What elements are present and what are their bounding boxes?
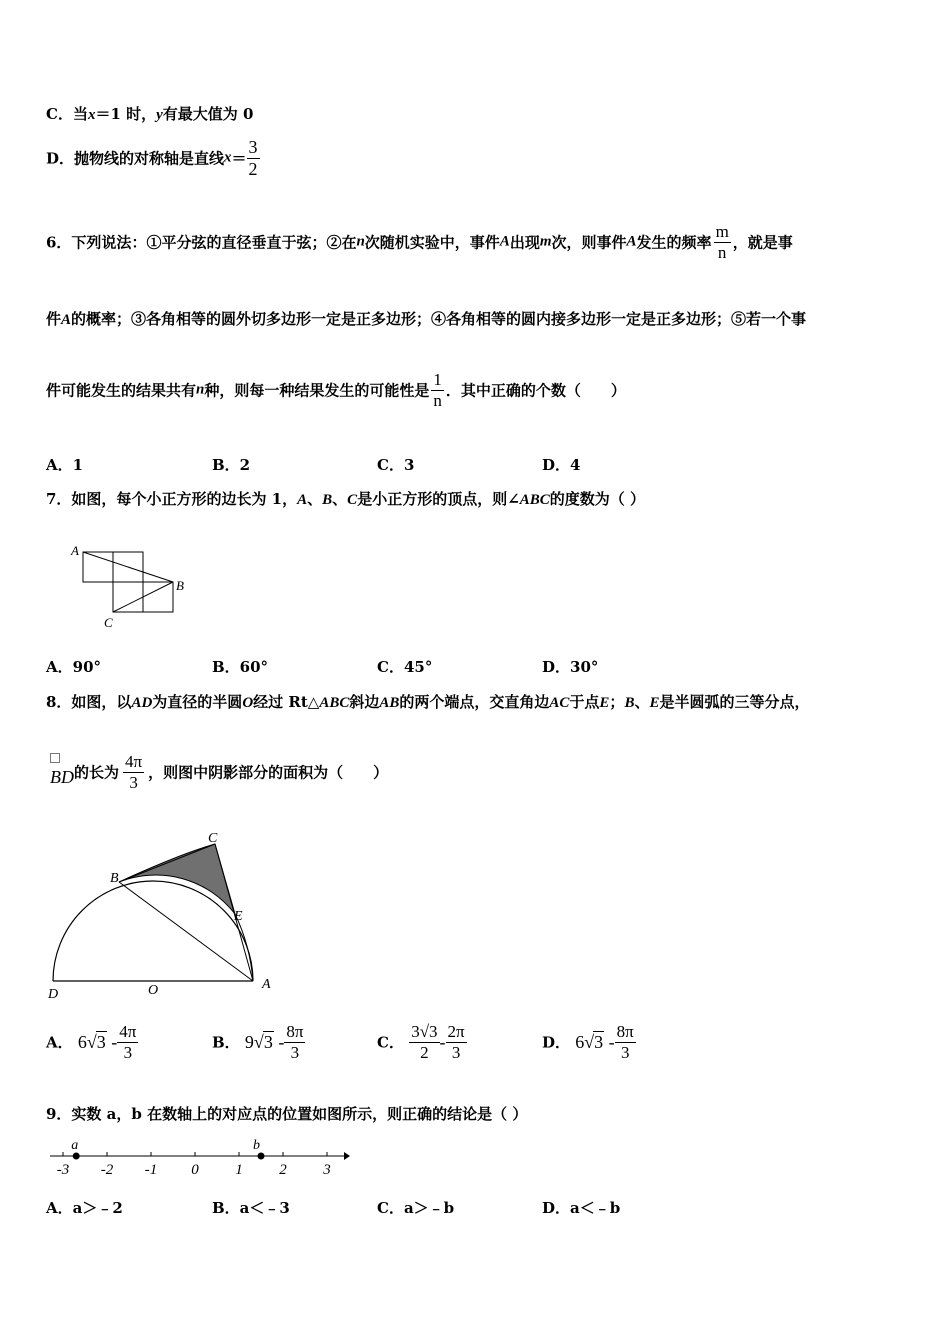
frac-den: 3 — [290, 1042, 300, 1062]
fraction — [409, 1022, 439, 1062]
q8-option-b[interactable] — [212, 1022, 305, 1062]
minus: - — [273, 1032, 285, 1053]
var-O: O — [242, 695, 254, 711]
q8-text: 的长为 — [74, 763, 120, 782]
point-a — [73, 1153, 80, 1160]
q7-text: 、 — [307, 490, 323, 508]
option-label: A． — [46, 1033, 73, 1052]
fraction-one-over-n — [431, 370, 444, 410]
tick-label: -3 — [56, 1162, 70, 1178]
var-x: x — [224, 149, 232, 166]
minus: - — [604, 1032, 615, 1053]
var-A: A — [626, 233, 637, 250]
q5-c-eq: ＝1 时， — [95, 105, 157, 123]
q6-text: 发生的频率 — [636, 233, 712, 252]
var-y: y — [156, 107, 163, 123]
q8-text: 经过 Rt△ — [253, 693, 320, 711]
q8-option-d[interactable] — [542, 1022, 636, 1062]
label-A: A — [71, 543, 79, 558]
var-E: E — [649, 695, 660, 711]
seg-AC: AC — [549, 695, 570, 711]
q5-option-d — [46, 137, 260, 179]
label-B: B — [110, 871, 119, 886]
var-E: E — [599, 695, 610, 711]
q6-text: 种，则每一种结果发生的可能性是 — [204, 381, 430, 400]
var-n: n — [356, 233, 365, 250]
option-label: D． — [542, 1033, 571, 1052]
q7-option-c[interactable]: C．45° — [377, 658, 433, 676]
q7-text: 、 — [332, 490, 348, 508]
radicand: 3 — [263, 1032, 273, 1053]
frac-num: 3√3 — [411, 1022, 438, 1041]
q6-text: 6．下列说法：①平分弦的直径垂直于弦；②在 — [46, 233, 357, 252]
q8-line-2 — [50, 752, 388, 792]
q7-option-a[interactable]: A．90° — [46, 658, 102, 676]
var-B: B — [322, 492, 333, 508]
fraction-three-halves — [247, 137, 260, 179]
q9-option-a[interactable]: A．a＞﹣2 — [46, 1199, 123, 1217]
frac-num: 4π — [119, 1022, 137, 1041]
option-label: C． — [377, 1033, 404, 1052]
label-O: O — [148, 983, 159, 998]
frac-num: m — [715, 222, 729, 241]
tick-label: 3 — [323, 1162, 331, 1178]
frac-den: 2 — [420, 1042, 429, 1062]
grid-square — [143, 582, 173, 612]
q9-option-d[interactable]: D．a＜﹣b — [542, 1199, 621, 1217]
axis-arrow-icon — [344, 1152, 350, 1160]
expr-d: 6√3 - — [575, 1032, 615, 1053]
segment-AB — [83, 552, 173, 582]
q8-text: 是半圆弧的三等分点， — [659, 693, 810, 711]
var-A: A — [499, 233, 510, 250]
fraction-m-over-n — [714, 222, 731, 262]
label-A: A — [262, 977, 271, 992]
tick-label: 2 — [279, 1162, 287, 1178]
tick-label: -2 — [100, 1162, 114, 1178]
fraction — [284, 1022, 305, 1062]
expr-a: 6√3 - — [77, 1032, 118, 1053]
q8-text: 8．如图，以 — [46, 693, 132, 711]
var-m: m — [539, 233, 552, 250]
q9-stem: 9．实数 a，b 在数轴上的对应点的位置如图所示，则正确的结论是（ ） — [46, 1105, 528, 1123]
coef: 6 — [77, 1032, 87, 1053]
grid-square — [113, 582, 143, 612]
frac-den: 3 — [123, 1042, 133, 1062]
q6-line-3 — [46, 370, 626, 410]
var-A: A — [297, 492, 308, 508]
fraction — [446, 1022, 467, 1062]
q8-text: 、 — [634, 693, 650, 711]
q6-option-a[interactable]: A．1 — [46, 456, 84, 474]
coef: 6 — [575, 1032, 585, 1053]
coef: 9 — [244, 1032, 254, 1053]
q8-option-a[interactable] — [46, 1022, 138, 1062]
frac-num: 8π — [616, 1022, 634, 1041]
q7-text: 7．如图，每个小正方形的边长为 1， — [46, 490, 298, 508]
arc-BD — [50, 767, 74, 788]
seg-AD: AD — [131, 695, 153, 711]
var-B: B — [624, 695, 635, 711]
q5-option-c — [46, 103, 253, 124]
frac-num: 2π — [447, 1022, 465, 1041]
label-a: a — [71, 1138, 79, 1153]
arc-mark-icon — [50, 753, 60, 763]
tick-label: 1 — [235, 1162, 243, 1178]
var-n: n — [196, 381, 205, 398]
frac-den: n — [717, 242, 727, 262]
angle-ABC: ABC — [519, 492, 550, 508]
tick-label: 0 — [191, 1162, 199, 1178]
option-label: B． — [212, 1033, 240, 1052]
label-E: E — [234, 909, 243, 924]
q9-option-b[interactable]: B．a＜﹣3 — [212, 1199, 290, 1217]
q6-text: 次随机实验中，事件 — [364, 233, 500, 252]
frac-num: 4π — [125, 752, 143, 771]
q6-text: 出现 — [509, 233, 540, 252]
q8-text: ； — [609, 693, 625, 711]
frac-den: n — [433, 390, 442, 410]
tri-ABC: ABC — [319, 695, 350, 711]
q9-number-line — [44, 1134, 354, 1180]
q8-line-1 — [46, 691, 810, 712]
tick-label: -1 — [144, 1162, 158, 1178]
q6-text: 的概率；③各角相等的圆外切多边形一定是正多边形；④各角相等的圆内接多边形一定是正多边形；⑤若一个事 — [71, 310, 807, 328]
q9-option-c[interactable]: C．a＞﹣b — [377, 1199, 455, 1217]
frac-num: 8π — [286, 1022, 304, 1041]
frac-num: 3 — [248, 137, 258, 157]
seg-AB: AB — [379, 695, 400, 711]
q7-option-b[interactable]: B．60° — [212, 658, 269, 676]
q7-stem — [46, 488, 645, 509]
frac-den: 2 — [248, 158, 258, 179]
q6-text: 次，则事件 — [551, 233, 627, 252]
q8-text: 斜边 — [349, 693, 380, 711]
var-C: C — [347, 492, 358, 508]
arc-label: BD — [50, 766, 74, 787]
minus: - — [439, 1031, 446, 1052]
q6-line-1 — [46, 222, 793, 262]
frac-num: 1 — [433, 370, 442, 389]
q7-option-d[interactable]: D．30° — [542, 658, 599, 676]
q8-text: 的两个端点，交直角边 — [399, 693, 550, 711]
frac-den: 3 — [620, 1042, 630, 1062]
point-b — [258, 1153, 265, 1160]
q8-text: 为直径的半圆 — [152, 693, 243, 711]
minus: - — [106, 1032, 118, 1053]
q5-c-text: C．当 — [46, 105, 88, 123]
q6-option-d[interactable]: D．4 — [542, 456, 581, 474]
var-x: x — [87, 107, 96, 123]
fraction-4pi-over-3 — [123, 752, 144, 792]
q8-text: ，则图中阴影部分的面积为（ ） — [148, 763, 389, 782]
label-C: C — [104, 615, 113, 630]
var-A: A — [61, 312, 72, 328]
q6-option-b[interactable]: B．2 — [212, 456, 251, 474]
q5-d-text: D．抛物线的对称轴是直线 — [46, 149, 225, 168]
q8-text: 于点 — [569, 693, 600, 711]
expr-b: 9√3 - — [244, 1032, 285, 1053]
label-C: C — [208, 831, 218, 846]
segment-BA — [119, 882, 253, 981]
fraction — [615, 1022, 636, 1062]
q6-line-2 — [46, 308, 806, 329]
radicand: 3 — [594, 1032, 604, 1053]
label-D: D — [48, 987, 59, 1002]
q6-text: ，就是事 — [732, 233, 793, 252]
q8-semicircle-figure — [40, 830, 290, 1005]
label-b: b — [253, 1138, 260, 1153]
q7-grid-figure — [60, 538, 200, 634]
q6-text: ．其中正确的个数（ ） — [445, 381, 626, 400]
label-B: B — [176, 578, 184, 593]
q8-option-c[interactable] — [377, 1022, 467, 1062]
q7-text: 的度数为（ ） — [549, 490, 646, 508]
q5-d-eq: ＝ — [231, 149, 247, 168]
frac-den: 3 — [451, 1042, 461, 1062]
q5-c-rest: 有最大值为 0 — [162, 105, 254, 123]
frac-den: 3 — [129, 772, 138, 792]
q6-option-c[interactable]: C．3 — [377, 456, 415, 474]
q6-text: 件可能发生的结果共有 — [46, 381, 197, 400]
q7-text: 是小正方形的顶点，则∠ — [357, 490, 520, 508]
radicand: 3 — [96, 1032, 106, 1053]
fraction — [117, 1022, 138, 1062]
q6-text: 件 — [46, 310, 62, 328]
